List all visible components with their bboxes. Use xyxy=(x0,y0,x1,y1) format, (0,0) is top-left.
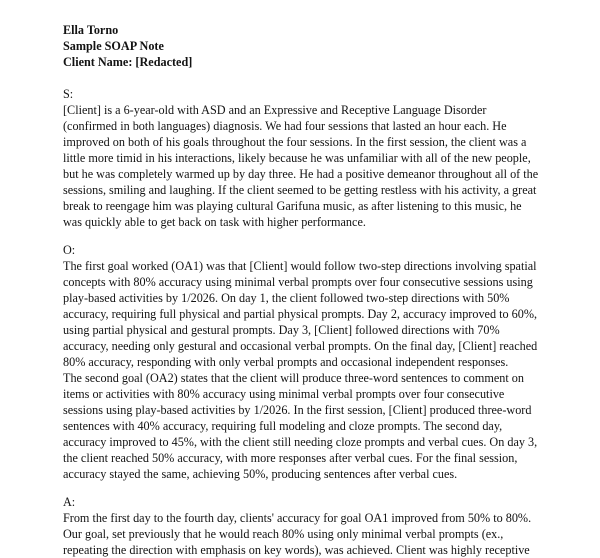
text-line: Our goal, set previously that he would reach 80% using only minimal verbal prompts (ex., xyxy=(63,527,504,541)
text-line: play-based activities by 1/2026. On day 1, the client followed two-step directions with 50% xyxy=(63,291,510,305)
text-line: [Client] is a 6-year-old with ASD and an Expressive and Receptive Language Disorder xyxy=(63,103,487,117)
section-objective xyxy=(63,242,540,482)
text-line: The second goal (OA2) states that the client will produce three-word sentences to comment on xyxy=(63,371,524,385)
text-line: accuracy, requiring full physical and partial physical prompts. Day 2, accuracy improved to 60%, xyxy=(63,307,538,321)
blank-line xyxy=(63,70,540,86)
text-line: repeating the direction with emphasis on key words), was achieved. Client was highly receptive xyxy=(63,543,530,557)
text-line: items or activities with 80% accuracy using minimal verbal prompts over four consecutive xyxy=(63,387,505,401)
section-assessment-label: A: xyxy=(63,495,76,509)
text-line: the client reached 50% accuracy, with more responses after verbal cues. For the final session, xyxy=(63,451,518,465)
text-line: The first goal worked (OA1) was that [Client] would follow two-step directions involving spatial xyxy=(63,259,537,273)
text-line: using partial physical and gestural prompts. Day 3, [Client] followed directions with 70% xyxy=(63,323,500,337)
text-line: sessions, smiling and laughing. If the client seemed to be getting restless with his activity, a great xyxy=(63,183,537,197)
section-assessment xyxy=(63,494,540,558)
text-line: accuracy, needing only gestural and occasional verbal prompts. On the final day, [Client] reached xyxy=(63,339,538,353)
text-line: (confirmed in both languages) diagnosis. We had four sessions that lasted an hour each. He xyxy=(63,119,507,133)
text-line: 80% accuracy, responding with only verbal prompts and occasional independent responses. xyxy=(63,355,509,369)
text-line: sessions using play-based activities by 1/2026. In the first session, [Client] produced three-word xyxy=(63,403,532,417)
author-name: Ella Torno xyxy=(63,23,119,37)
text-line: was quickly able to get back on task with higher performance. xyxy=(63,215,366,229)
text-line: but he was completely warmed up by day three. He had a positive demeanor throughout all of the xyxy=(63,167,539,181)
text-line: From the first day to the fourth day, clients' accuracy for goal OA1 improved from 50% to 80%. xyxy=(63,511,532,525)
client-name-label: Client Name: [Redacted] xyxy=(63,55,193,69)
section-objective-label: O: xyxy=(63,243,76,257)
document-header xyxy=(63,22,540,70)
text-line: break to reengage him was playing cultural Garifuna music, as after listening to this music, he xyxy=(63,199,522,213)
text-line: accuracy improved to 45%, with the client still needing cloze prompts and verbal cues. On day 3, xyxy=(63,435,538,449)
text-line: accuracy stayed the same, achieving 50%, producing sentences after verbal cues. xyxy=(63,467,458,481)
text-line: improved on both of his goals throughout the four sessions. In the first session, the client was a xyxy=(63,135,527,149)
text-line: concepts with 80% accuracy using minimal verbal prompts over four consecutive sessions using xyxy=(63,275,533,289)
text-line: sentences with 40% accuracy, requiring full modeling and cloze prompts. The second day, xyxy=(63,419,503,433)
text-line: little more timid in his interactions, likely because he was unfamiliar with all of the new people, xyxy=(63,151,531,165)
section-subjective-label: S: xyxy=(63,87,74,101)
document-title: Sample SOAP Note xyxy=(63,39,164,53)
section-subjective xyxy=(63,86,540,230)
